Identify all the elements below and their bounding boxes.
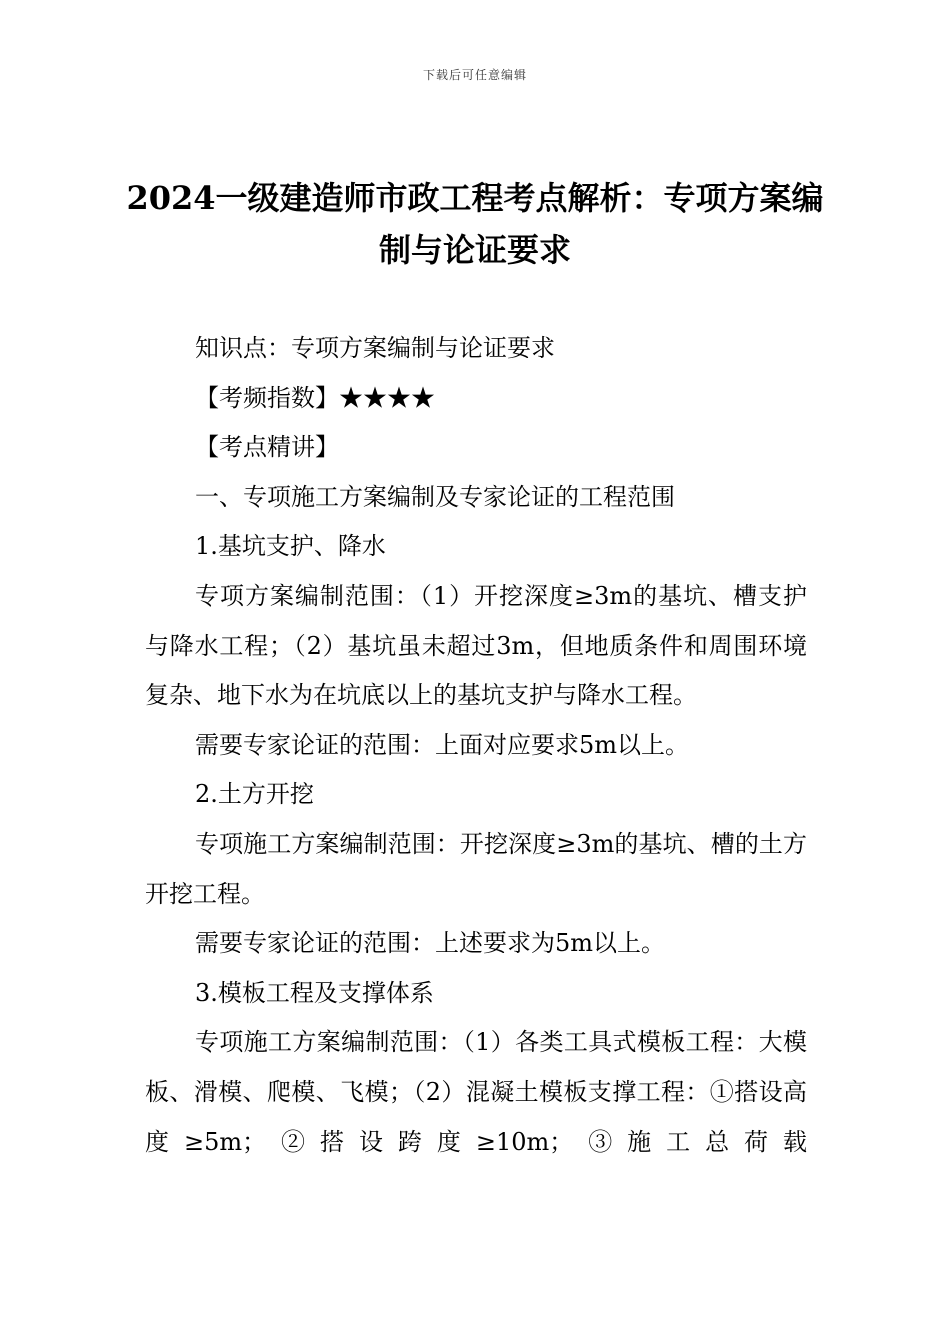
document-body (145, 324, 807, 1167)
paragraph-foundation-pit-scope: 专项方案编制范围：（1）开挖深度≥3m的基坑、槽支护与降水工程；（2）基坑虽未超过3m，但地质条件和周围环境复杂、地下水为在坑底以上的基坑支护与降水工程。 (145, 581, 807, 710)
paragraph-formwork-scope: 专项施工方案编制范围：（1）各类工具式模板工程：大模板、滑模、爬模、飞模；（2）混凝土模板支撑工程：①搭设高度≥5m；②搭设跨度≥10m；③施工总荷载 (145, 1028, 807, 1156)
subheading-earthwork: 2.土方开挖 (195, 780, 314, 809)
page-header-note: 下载后可任意编辑 (422, 68, 527, 82)
document-title: 2024一级建造师市政工程考点解析：专项方案编制与论证要求 (126, 179, 824, 269)
paragraph-foundation-pit-expert: 需要专家论证的范围：上面对应要求5m以上。 (195, 730, 690, 759)
subheading-formwork: 3.模板工程及支撑体系 (195, 978, 434, 1007)
paragraph-knowledge-point: 知识点：专项方案编制与论证要求 (195, 334, 555, 362)
paragraph-frequency-index: 【考频指数】★★★★ (195, 383, 435, 412)
paragraph-earthwork-scope: 专项施工方案编制范围：开挖深度≥3m的基坑、槽的土方开挖工程。 (145, 829, 807, 908)
paragraph-earthwork-expert: 需要专家论证的范围：上述要求为5m以上。 (195, 929, 666, 958)
section-heading-scope: 一、专项施工方案编制及专家论证的工程范围 (195, 482, 675, 511)
subheading-foundation-pit: 1.基坑支护、降水 (195, 532, 386, 561)
paragraph-key-points-heading: 【考点精讲】 (195, 433, 339, 462)
